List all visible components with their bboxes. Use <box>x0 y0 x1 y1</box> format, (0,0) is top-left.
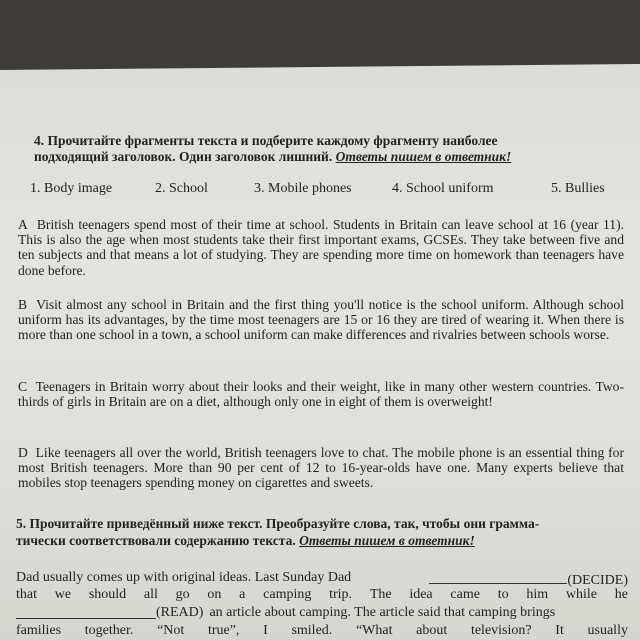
task5-instruction: тически соответствовали содержанию текста. <box>16 533 296 548</box>
task4-answer-note: Ответы пишем в ответник! <box>335 149 512 164</box>
heading-option-1: 1. Body image <box>30 181 113 196</box>
task5-line4-word: families <box>16 623 62 638</box>
task5-line4-word: usually <box>587 623 628 638</box>
task5-line2-word: him <box>526 587 549 602</box>
task5-answer-note: Ответы пишем в ответник! <box>299 533 475 548</box>
task5-line4-word: “Not <box>157 623 185 638</box>
task5-line4-word: “What <box>355 623 393 638</box>
task5-line3-text: an article about camping. The article said that camping brings <box>209 605 556 620</box>
task5-heading-line1: 5. Прочитайте приведённый ниже текст. Преобразуйте слова, так, чтобы они грамма- <box>16 516 540 531</box>
task5-line4-word: It <box>555 623 564 638</box>
task4-heading-line1: 4. Прочитайте фрагменты текста и подберите каждому фрагменту наиболее <box>34 133 498 148</box>
task5-line1-text: Dad usually comes up with original ideas. Last Sunday Dad <box>16 570 352 585</box>
task5-line2-word: to <box>497 587 509 602</box>
answer-blank-decide[interactable] <box>429 570 567 584</box>
fragment-b <box>18 297 624 343</box>
task5-line2-word: a <box>239 587 246 602</box>
heading-option-4: 4. School uniform <box>392 181 494 196</box>
fragment-c-text: Teenagers in Britain worry about their looks and their weight, like in many other western countries. Two-thirds of girls in Britain are on a diet, although only one in eight of them is overweight! <box>18 379 624 410</box>
task5-heading-line2 <box>16 533 475 549</box>
fragment-d <box>18 445 624 491</box>
task5-line2-word: we <box>54 587 72 602</box>
task4-instruction: подходящий заголовок. Один заголовок лишний. <box>34 149 333 164</box>
heading-option-2: 2. School <box>155 181 208 196</box>
fragment-a-text: British teenagers spend most of their time at school. Students in Britain can leave school at 16 (year 11). This is also the age when most students take their first important exams, GCSEs. They take between five and ten subjects and that means a lot of studying. They are spending more time on homework than teenagers have done before. <box>18 217 625 278</box>
fragment-c-letter: C <box>18 379 28 394</box>
fragment-b-text: Visit almost any school in Britain and the first thing you'll notice is the school uniform. Although school uniform has its advantages, by the time most teenagers are 15 or 16 they are tired of wearing it. When there is more than one school in a town, a school uniform can make differences and rivalries between schools worse. <box>18 297 624 343</box>
answer-blank-read[interactable] <box>16 605 156 619</box>
task5-line-4 <box>16 623 628 639</box>
heading-option-5: 5. Bullies <box>551 181 605 196</box>
task5-line4-word: I <box>263 623 268 638</box>
fragment-d-letter: D <box>18 445 28 460</box>
task5-line-2 <box>16 587 628 603</box>
fragment-d-text: Like teenagers all over the world, British teenagers love to chat. The mobile phone is an essential thing for most British teenagers. More than 90 per cent of 12 to 16-year-olds have one. Many experts believe that mobiles stop teenagers spending money on cigarettes and sweets. <box>18 445 624 491</box>
fragment-a-letter: A <box>18 217 28 232</box>
task5-line-3 <box>16 605 628 621</box>
fragment-c <box>18 379 624 409</box>
task5-line2-word: he <box>614 587 628 602</box>
task5-line2-word: came <box>450 587 480 602</box>
task5-line2-word: The <box>369 587 392 602</box>
task5-line2-word: should <box>88 587 127 602</box>
task5-line2-word: camping <box>263 587 312 602</box>
heading-option-3: 3. Mobile phones <box>254 181 352 196</box>
fragment-b-letter: B <box>18 297 28 312</box>
task5-line2-word: trip. <box>329 587 353 602</box>
read-word: (READ) <box>156 605 204 620</box>
task5-line2-word: that <box>16 587 37 602</box>
task5-line2-word: idea <box>409 587 433 602</box>
task5-line2-word: on <box>207 587 222 602</box>
task5-line2-word: all <box>143 587 158 602</box>
decide-word: (DECIDE) <box>567 573 628 588</box>
task5-line4-word: together. <box>84 623 134 638</box>
fragment-a <box>18 217 624 278</box>
task5-line4-word: true”, <box>207 623 240 638</box>
task5-line2-word: while <box>565 587 597 602</box>
task5-line4-word: smiled. <box>291 623 333 638</box>
task4-heading-line2 <box>34 149 511 165</box>
task5-line2-word: go <box>175 587 190 602</box>
task5-line4-word: television? <box>470 623 532 638</box>
task5-line4-word: about <box>416 623 448 638</box>
